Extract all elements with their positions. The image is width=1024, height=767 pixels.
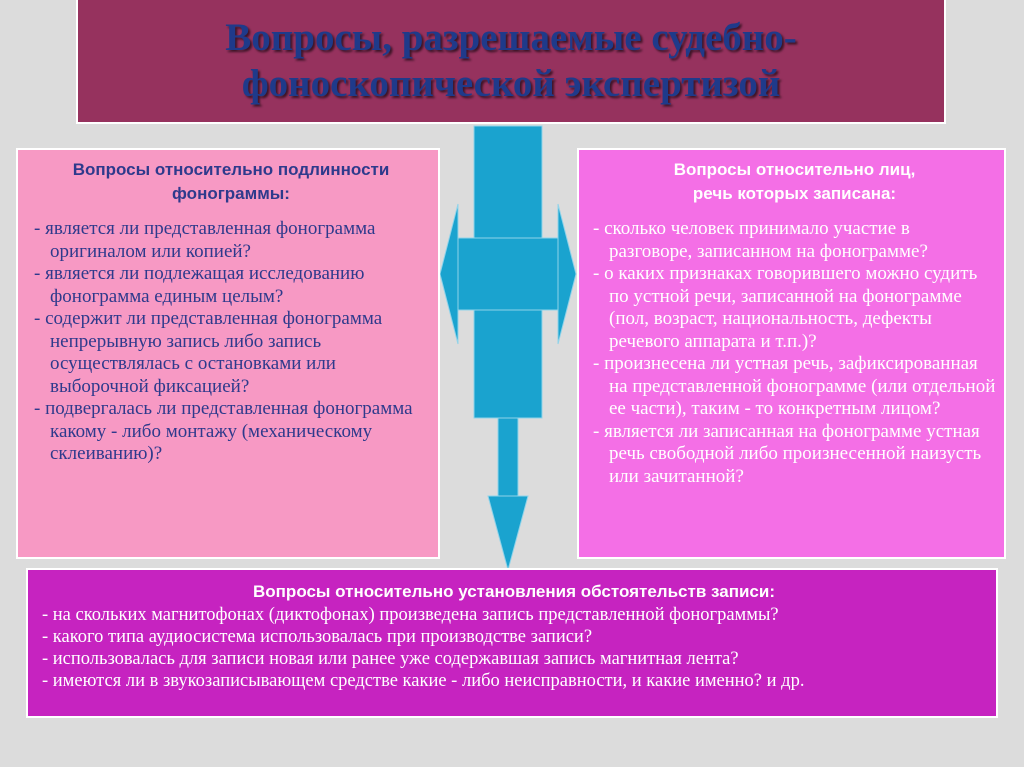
list-item: - содержит ли представленная фонограмма непрерывную запись либо запись осуществлялась с остановками или выборочной фиксацией?: [34, 308, 383, 397]
recording-heading: Вопросы относительно установления обстоятельств записи:: [253, 582, 775, 601]
list-item: - подвергалась ли представленная фонограмма какому - либо монтажу (механическому склеиванию)?: [34, 398, 413, 464]
authenticity-heading: [34, 158, 428, 206]
list-item: - произнесена ли устная речь, зафиксированная на представленной фонограмме (или отдельной ее части), таким - то конкретным лицом?: [593, 353, 996, 419]
recording-circumstances-box: [26, 568, 998, 718]
speaker-question-list: [593, 218, 996, 488]
speaker-heading-line-1: Вопросы относительно лиц,: [673, 160, 916, 179]
authenticity-heading-line-2: фонограммы:: [172, 184, 290, 203]
slide-title: [76, 0, 946, 124]
title-line-2: фоноскопической экспертизой: [241, 62, 781, 105]
list-item: - является ли подлежащая исследованию фонограмма единым целым?: [34, 263, 365, 307]
speaker-heading-line-2: речь которых записана:: [692, 184, 897, 203]
speaker-questions-box: [577, 148, 1006, 559]
list-item: - какого типа аудиосистема использовалась при производстве записи?: [42, 627, 593, 647]
list-item: - на скольких магнитофонах (диктофонах) произведена запись представленной фонограммы?: [42, 605, 779, 625]
list-item: - является ли представленная фонограмма оригиналом или копией?: [34, 218, 376, 262]
list-item: - является ли записанная на фонограмме устная речь свободной либо произнесенной наизусть или зачитанной?: [593, 420, 982, 487]
list-item: - о каких признаках говорившего можно судить по устной речи, записанной на фонограмме (пол, возраст, национальность, дефекты речевого аппарата и т.п.)?: [593, 263, 978, 352]
authenticity-heading-line-1: Вопросы относительно подлинности: [72, 160, 390, 179]
speaker-heading: [593, 158, 996, 206]
arrow-shape: [440, 126, 576, 570]
list-item: - имеются ли в звукозаписывающем средстве какие - либо неисправности, и какие именно? и др.: [42, 671, 805, 691]
authenticity-questions-box: [16, 148, 440, 559]
list-item: - использовалась для записи новая или ранее уже содержавшая запись магнитная лента?: [42, 649, 739, 669]
authenticity-question-list: [34, 218, 428, 466]
list-item: - сколько человек принимало участие в разговоре, записанном на фонограмме?: [593, 218, 928, 262]
recording-question-list: [42, 604, 986, 692]
title-line-1: Вопросы, разрешаемые судебно-: [225, 16, 797, 59]
